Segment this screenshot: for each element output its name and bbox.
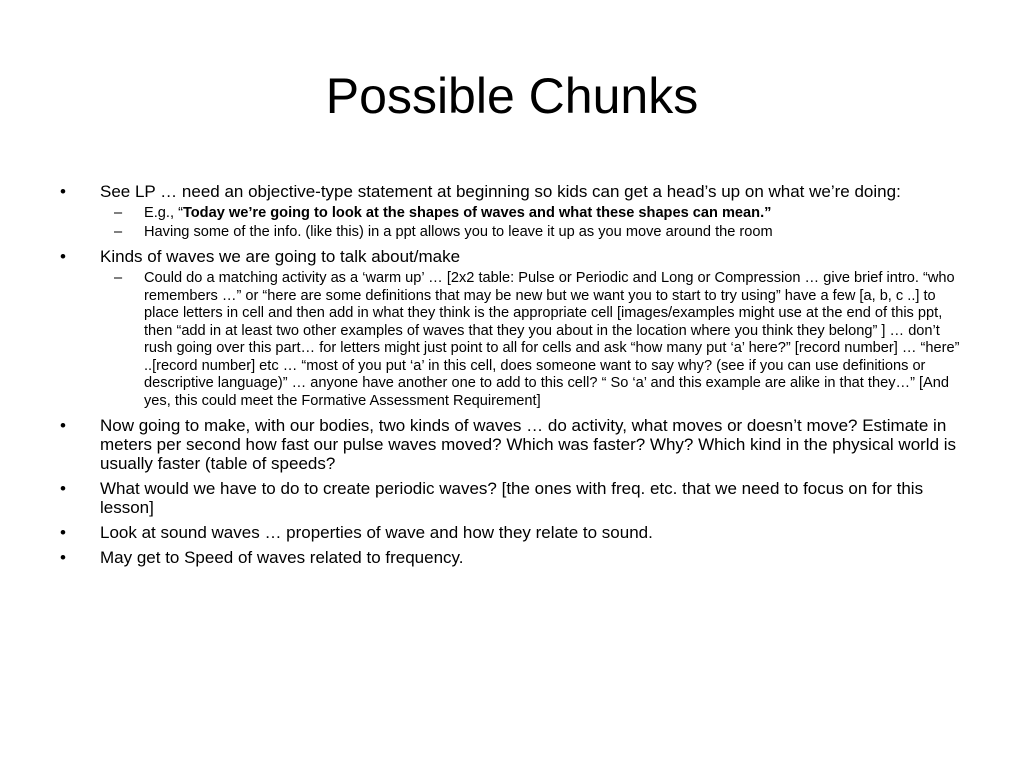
sub-bullet-item [100, 270, 968, 410]
bullet-text: See LP … need an objective-type statement at beginning so kids can get a head’s up on what we’re doing: [100, 182, 901, 201]
sub-bullet-list [100, 205, 968, 241]
bullet-text: May get to Speed of waves related to frequency. [100, 548, 464, 567]
bullet-text: Now going to make, with our bodies, two kinds of waves … do activity, what moves or doesn’t move? Estimate in meters per second how fast our pulse waves moved? Which was faster? Why? Which kind in the physical world is usually faster (table of speeds? [100, 416, 957, 473]
sub-bullet-text: Having some of the info. (like this) in a ppt allows you to leave it up as you move around the room [144, 223, 773, 240]
bullet-marker: • [60, 523, 66, 542]
bullet-marker: • [60, 416, 66, 435]
bullet-marker: • [60, 548, 66, 567]
bullet-marker: • [60, 247, 66, 266]
bullet-item [58, 416, 968, 473]
slide-title: Possible Chunks [325, 68, 699, 124]
sub-bullet-marker: – [114, 270, 123, 286]
bullet-text: What would we have to do to create periodic waves? [the ones with freq. etc. that we need to focus on for this lesson] [100, 479, 924, 517]
bullet-marker: • [60, 182, 66, 201]
sub-bullet-item [100, 205, 968, 223]
sub-bullet-text: Could do a matching activity as a ‘warm up’ … [2x2 table: Pulse or Periodic and Long or Compression … give brief intro. “who remembers …” or “here are some definitions that may be new but we want you to start to try using” have a few [a, b, c ..] to place letters in cell and then add in what they think is the appropriate cell [images/examples might use at the end of this ppt, then “add in at least two other examples of waves that they you about in the location where you think they belong” ] … don’t rush going over this part… for letters might just point to all for cells and ask “how many put ‘a’ here?” [record number] … “here” ..[record number] etc … “most of you put ‘a’ in this cell, does someone want to say why? (see if you can use definitions or descriptive language)” … anyone have another one to add to this cell? “ So ‘a’ and this example are alike in that they…” [And yes, this could meet the Formative Assessment Requirement] [144, 270, 960, 409]
sub-bullet-list [100, 270, 968, 410]
bullet-item [58, 548, 968, 567]
bullet-marker: • [60, 479, 66, 498]
sub-bullet-marker: – [114, 205, 123, 221]
sub-bullet-prefix: E.g., “ [144, 205, 183, 221]
sub-bullet-item [100, 224, 968, 242]
sub-bullet-bold-text: Today we’re going to look at the shapes of waves and what these shapes can mean.” [182, 205, 772, 221]
bullet-item [58, 247, 968, 410]
bullet-text: Look at sound waves … properties of wave and how they relate to sound. [100, 523, 653, 542]
bullet-item [58, 182, 968, 241]
bullet-text: Kinds of waves we are going to talk about/make [100, 247, 461, 266]
bullet-item [58, 479, 968, 517]
bullet-item [58, 523, 968, 542]
sub-bullet-marker: – [114, 223, 123, 240]
slide-body [58, 182, 968, 573]
